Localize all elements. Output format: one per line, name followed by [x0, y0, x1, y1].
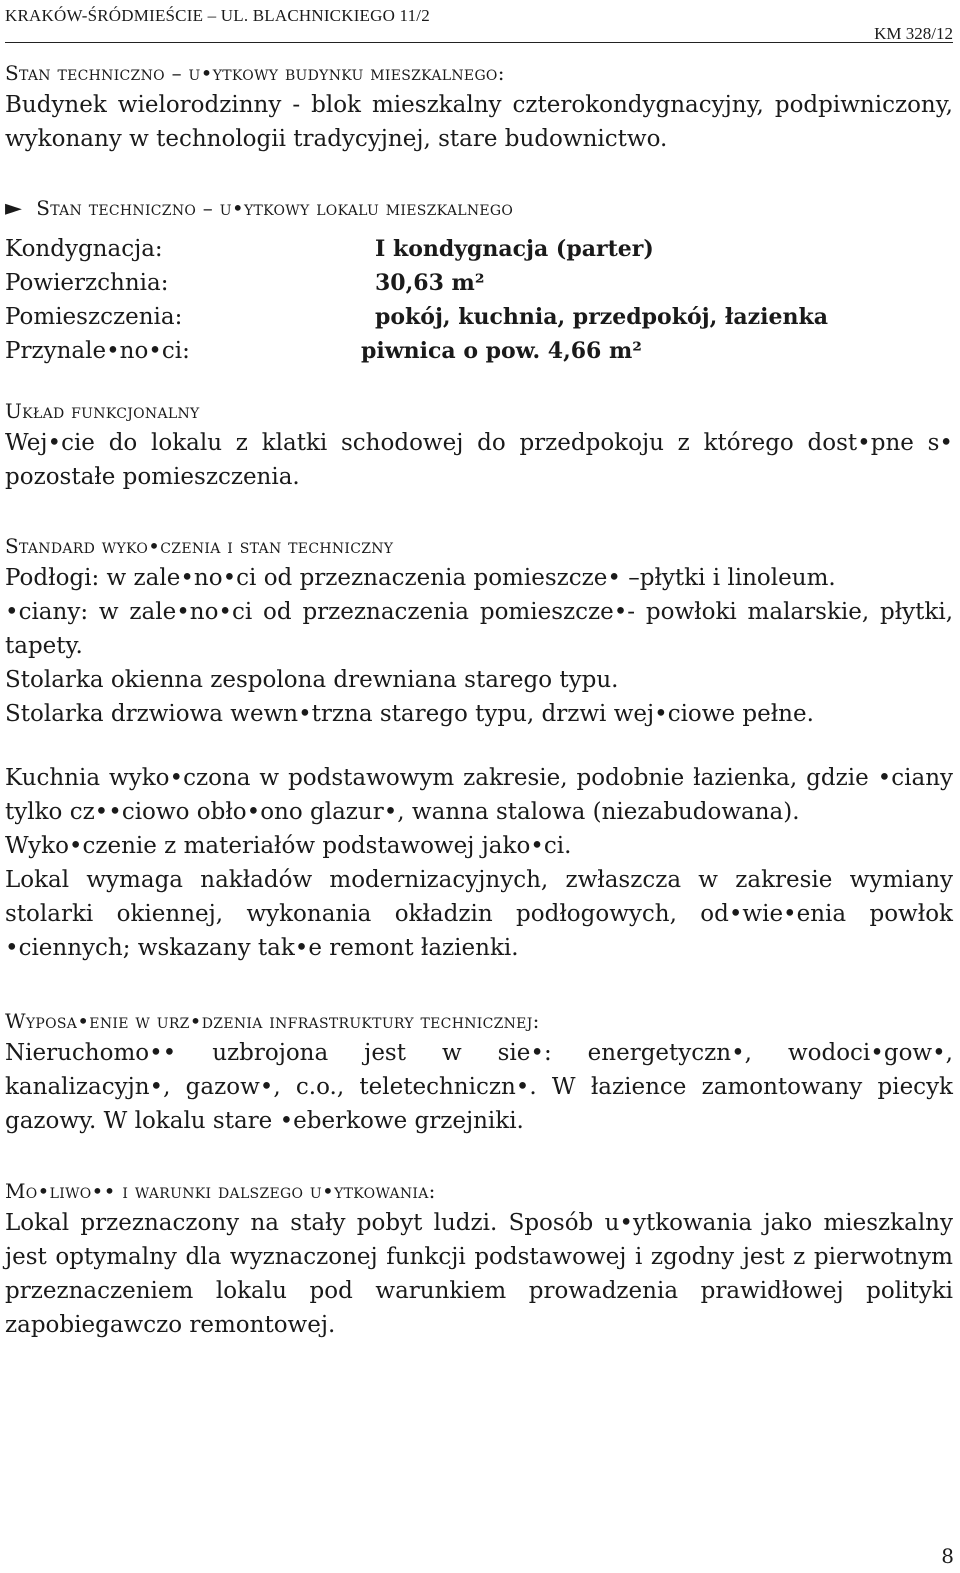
standard-section: [5, 533, 953, 965]
detail-row: [5, 300, 953, 334]
building-section: [5, 60, 953, 156]
usage-heading: Mo•liwo•• i warunki dalszego u•ytkowania:: [5, 1179, 436, 1203]
usage-section: [5, 1178, 953, 1342]
layout-section: [5, 398, 953, 494]
page-header: [5, 4, 953, 43]
usage-description: Lokal przeznaczony na stały pobyt ludzi. Sposób u•ytkowania jako mieszkalny jest optymalny dla wyznaczonej funkcji podstawowej i zgodny jest z pierwotnym przeznaczeniem lokalu pod warunkiem prowadzenia prawidłowej polityki zapobiegawczo remontowej.: [5, 1210, 953, 1338]
detail-row: [5, 266, 953, 300]
building-heading: Stan techniczno – u•ytkowy budynku mieszkalnego:: [5, 61, 505, 85]
header-case-number: KM 328/12: [874, 24, 953, 43]
detail-row: [5, 232, 953, 266]
unit-details: [5, 232, 953, 368]
equipment-heading: Wyposa•enie w urz•dzenia infrastruktury technicznej:: [5, 1009, 540, 1033]
standard-line-walls: •ciany: w zale•no•ci od przeznaczenia pomieszcze•- powłoki malarskie, płytki, tapety.: [5, 599, 953, 659]
detail-label: Pomieszczenia:: [5, 304, 183, 330]
arrow-right-icon: ►: [5, 196, 23, 221]
detail-label: Kondygnacja:: [5, 236, 163, 262]
building-description: Budynek wielorodzinny - blok mieszkalny czterokondygnacyjny, podpiwniczony, wykonany w technologii tradycyjnej, stare budownictwo.: [5, 92, 953, 152]
standard-line-windows: Stolarka okienna zespolona drewniana starego typu.: [5, 667, 619, 693]
standard-notes: [5, 761, 953, 965]
standard-kitchen: Kuchnia wyko•czona w podstawowym zakresie, podobnie łazienka, gdzie •ciany tylko cz••ciowo obło•ono glazur•, wanna stalowa (niezabudowana).: [5, 765, 953, 825]
standard-line-floors: Podłogi: w zale•no•ci od przeznaczenia pomieszcze• –płytki i linoleum.: [5, 565, 836, 591]
equipment-description: Nieruchomo•• uzbrojona jest w sie•: energetyczn•, wodoci•gow•, kanalizacyjn•, gazow•, c.o., teletechniczn•. W łazience zamontowany piecyk gazowy. W lokalu stare •eberkowe grzejniki.: [5, 1040, 953, 1134]
detail-value: piwnica o pow. 4,66 m²: [361, 338, 642, 364]
detail-value: pokój, kuchnia, przedpokój, łazienka: [375, 304, 828, 330]
standard-lines: [5, 561, 953, 731]
detail-value: 30,63 m²: [375, 270, 485, 296]
equipment-section: [5, 1008, 953, 1138]
unit-section: [5, 195, 953, 368]
standard-modernization: Lokal wymaga nakładów modernizacyjnych, zwłaszcza w zakresie wymiany stolarki okiennej, wykonania okładzin podłogowych, od•wie•enia powłok •ciennych; wskazany tak•e remont łazienki.: [5, 867, 953, 961]
unit-heading: [5, 195, 953, 222]
detail-value: I kondygnacja (parter): [375, 236, 654, 262]
detail-row: [5, 334, 953, 368]
page-number: 8: [941, 1544, 954, 1568]
detail-label: Przynale•no•ci:: [5, 338, 190, 364]
detail-label: Powierzchnia:: [5, 270, 169, 296]
standard-line-doors: Stolarka drzwiowa wewn•trzna starego typu, drzwi wej•ciowe pełne.: [5, 701, 814, 727]
standard-heading: Standard wyko•czenia i stan techniczny: [5, 534, 394, 558]
layout-heading: Układ funkcjonalny: [5, 399, 200, 423]
header-address: KRAKÓW-ŚRÓDMIEŚCIE – UL. BLACHNICKIEGO 11/2: [5, 6, 430, 25]
layout-description: Wej•cie do lokalu z klatki schodowej do przedpokoju z którego dost•pne s• pozostałe pomieszczenia.: [5, 430, 953, 490]
unit-heading-text: Stan techniczno – u•ytkowy lokalu mieszkalnego: [36, 196, 514, 220]
standard-materials: Wyko•czenie z materiałów podstawowej jako•ci.: [5, 833, 572, 859]
